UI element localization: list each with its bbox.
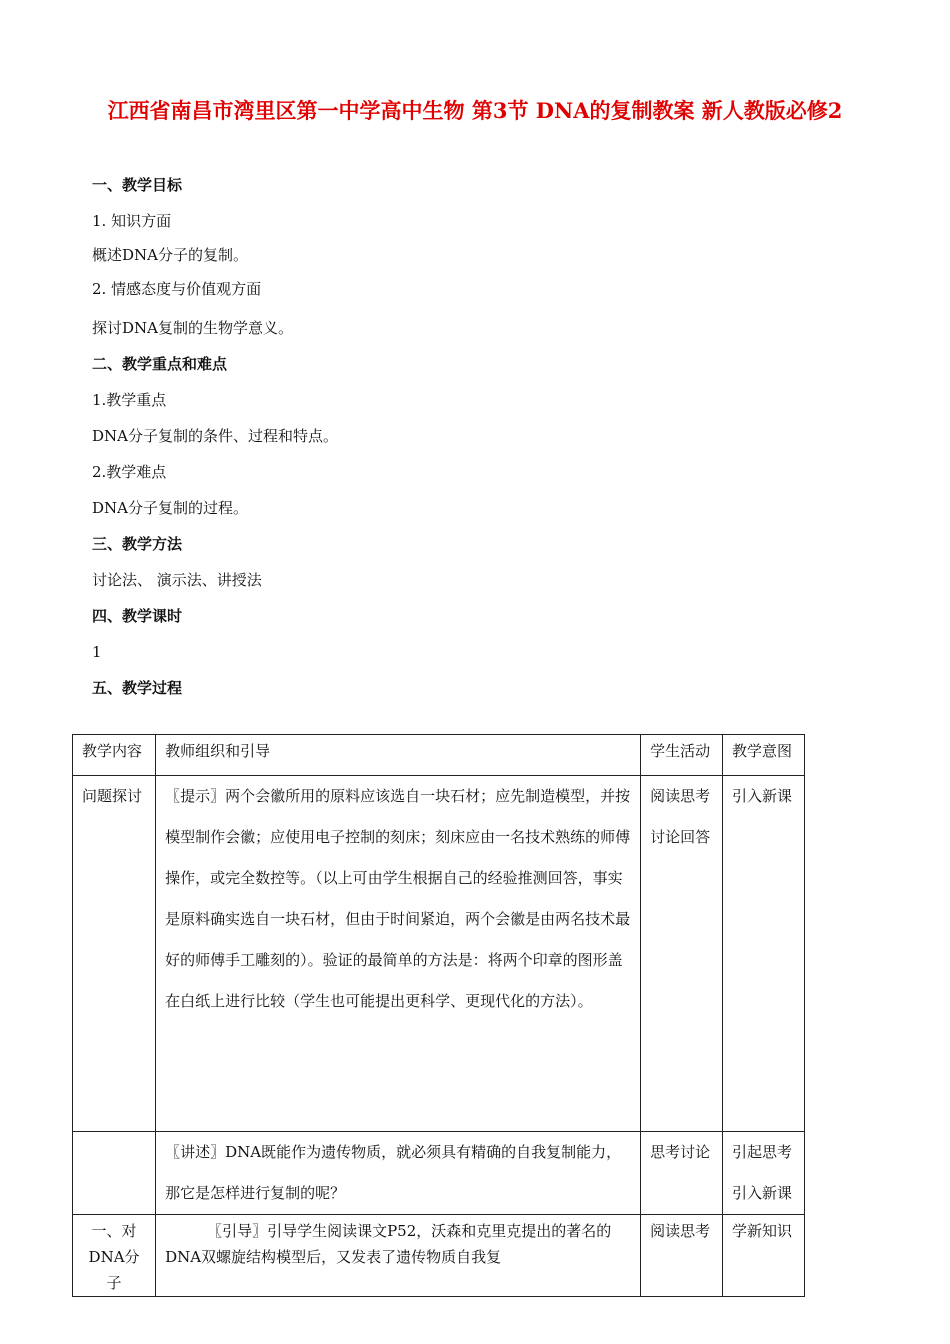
section-heading-methods: 三、教学方法 bbox=[92, 535, 183, 553]
document-title: 江西省南昌市湾里区第一中学高中生物 第3节 DNA的复制教案 新人教版必修2 bbox=[107, 98, 843, 123]
header-content: 教学内容 bbox=[73, 735, 156, 776]
header-guide: 教师组织和引导 bbox=[156, 735, 641, 776]
subheading-key: 1.教学重点 bbox=[92, 391, 167, 409]
cell-content: 一、对DNA分子 bbox=[73, 1215, 156, 1297]
cell-activity: 阅读思考 bbox=[641, 1215, 723, 1297]
header-activity: 学生活动 bbox=[641, 735, 723, 776]
text-knowledge: 概述DNA分子的复制。 bbox=[92, 246, 248, 264]
section-heading-key-points: 二、教学重点和难点 bbox=[92, 355, 228, 373]
cell-content bbox=[73, 1132, 156, 1215]
section-heading-hours: 四、教学课时 bbox=[92, 607, 183, 625]
section-heading-process: 五、教学过程 bbox=[92, 679, 183, 697]
text-key: DNA分子复制的条件、过程和特点。 bbox=[92, 427, 338, 445]
table-row bbox=[73, 776, 805, 1132]
table-header-row bbox=[73, 735, 805, 776]
table-row bbox=[73, 1215, 805, 1297]
teaching-process-table bbox=[72, 734, 805, 1297]
cell-intent: 引入新课 bbox=[723, 776, 805, 1132]
section-heading-objectives: 一、教学目标 bbox=[92, 176, 183, 194]
cell-intent: 引起思考引入新课 bbox=[723, 1132, 805, 1215]
header-intent: 教学意图 bbox=[723, 735, 805, 776]
subheading-attitude-text: 2. 情感态度与价值观方面 bbox=[92, 280, 262, 298]
cell-guide: 〖引导〗引导学生阅读课文P52，沃森和克里克提出的著名的DNA双螺旋结构模型后，又发表了遗传物质自我复 bbox=[156, 1215, 641, 1297]
subheading-knowledge: 1. 知识方面 bbox=[92, 212, 172, 230]
subheading-difficulty: 2.教学难点 bbox=[92, 463, 167, 481]
cell-intent: 学新知识 bbox=[723, 1215, 805, 1297]
text-hours: 1 bbox=[92, 643, 102, 661]
cell-activity: 阅读思考讨论回答 bbox=[641, 776, 723, 1132]
cell-activity: 思考讨论 bbox=[641, 1132, 723, 1215]
cell-guide: 〖提示〗两个会徽所用的原料应该选自一块石材；应先制造模型，并按模型制作会徽；应使用电子控制的刻床；刻床应由一名技术熟练的师傅操作，或完全数控等。（以上可由学生根据自己的经验推测回答，事实是原料确实选自一块石材，但由于时间紧迫，两个会徽是由两名技术最好的师傅手工雕刻的）。验证的最简单的方法是：将两个印章的图形盖在白纸上进行比较（学生也可能提出更科学、更现代化的方法）。 bbox=[156, 776, 641, 1132]
cell-guide: 〖讲述〗DNA既能作为遗传物质，就必须具有精确的自我复制能力，那它是怎样进行复制的呢？ bbox=[156, 1132, 641, 1215]
text-difficulty: DNA分子复制的过程。 bbox=[92, 499, 248, 517]
text-methods: 讨论法、 演示法、讲授法 bbox=[92, 571, 262, 589]
subheading-attitude bbox=[92, 279, 261, 299]
text-attitude: 探讨DNA复制的生物学意义。 bbox=[92, 319, 293, 337]
cell-content: 问题探讨 bbox=[73, 776, 156, 1132]
table-row bbox=[73, 1132, 805, 1215]
